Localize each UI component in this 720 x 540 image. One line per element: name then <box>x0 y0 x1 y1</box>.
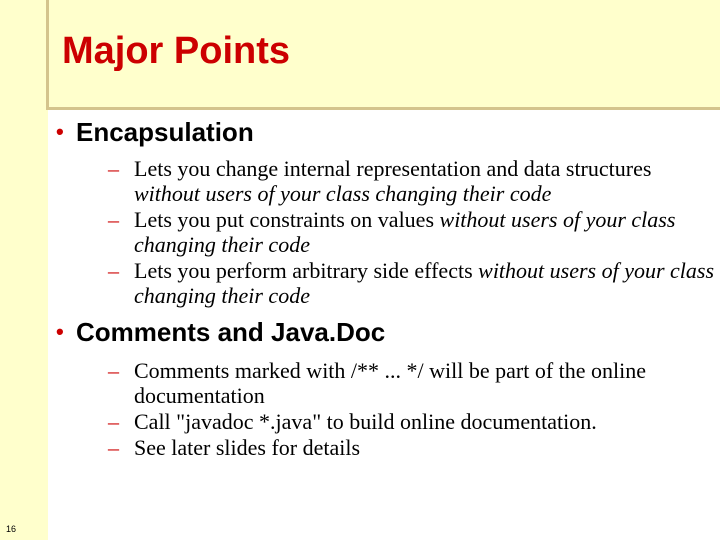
bullet-marker: • <box>56 319 64 344</box>
sub-list <box>108 156 716 308</box>
header-accent-underline <box>46 107 720 110</box>
bullet-label: Comments and Java.Doc <box>76 317 386 347</box>
bullet-item <box>56 116 716 148</box>
bullet-marker: • <box>56 119 64 144</box>
sub-item <box>108 156 716 206</box>
sub-item <box>108 358 716 408</box>
sub-text-italic: without users of your class changing their code <box>134 258 715 308</box>
sub-item <box>108 207 716 257</box>
left-margin-band <box>0 0 48 540</box>
sub-text: Comments marked with /** ... */ will be part of the online documentation <box>134 358 647 408</box>
sub-list <box>108 358 716 460</box>
page-number: 16 <box>6 524 17 534</box>
bullet-label: Encapsulation <box>76 117 254 147</box>
sub-marker: – <box>108 409 119 434</box>
slide-title: Major Points <box>62 30 291 72</box>
sub-text: See later slides for details <box>134 435 361 460</box>
bullet-item <box>56 316 716 348</box>
sub-text-italic: without users of your class changing their code <box>134 181 552 206</box>
sub-marker: – <box>108 207 119 232</box>
sub-marker: – <box>108 435 119 460</box>
sub-text: Lets you perform arbitrary side effects <box>134 258 479 283</box>
sub-text-italic: without users of your class changing their code <box>134 207 676 257</box>
sub-text: Lets you change internal representation and data structures <box>134 156 652 181</box>
sub-text: Lets you put constraints on values <box>134 207 440 232</box>
sub-marker: – <box>108 258 119 283</box>
slide-content <box>56 116 716 461</box>
sub-text: Call "javadoc *.java" to build online documentation. <box>134 409 597 434</box>
sub-item <box>108 258 716 308</box>
sub-marker: – <box>108 358 119 383</box>
sub-marker: – <box>108 156 119 181</box>
bullet-encapsulation <box>56 116 716 308</box>
sub-item <box>108 409 716 434</box>
sub-item <box>108 435 716 460</box>
bullet-comments-javadoc <box>56 316 716 460</box>
header-accent-bar <box>46 0 49 110</box>
